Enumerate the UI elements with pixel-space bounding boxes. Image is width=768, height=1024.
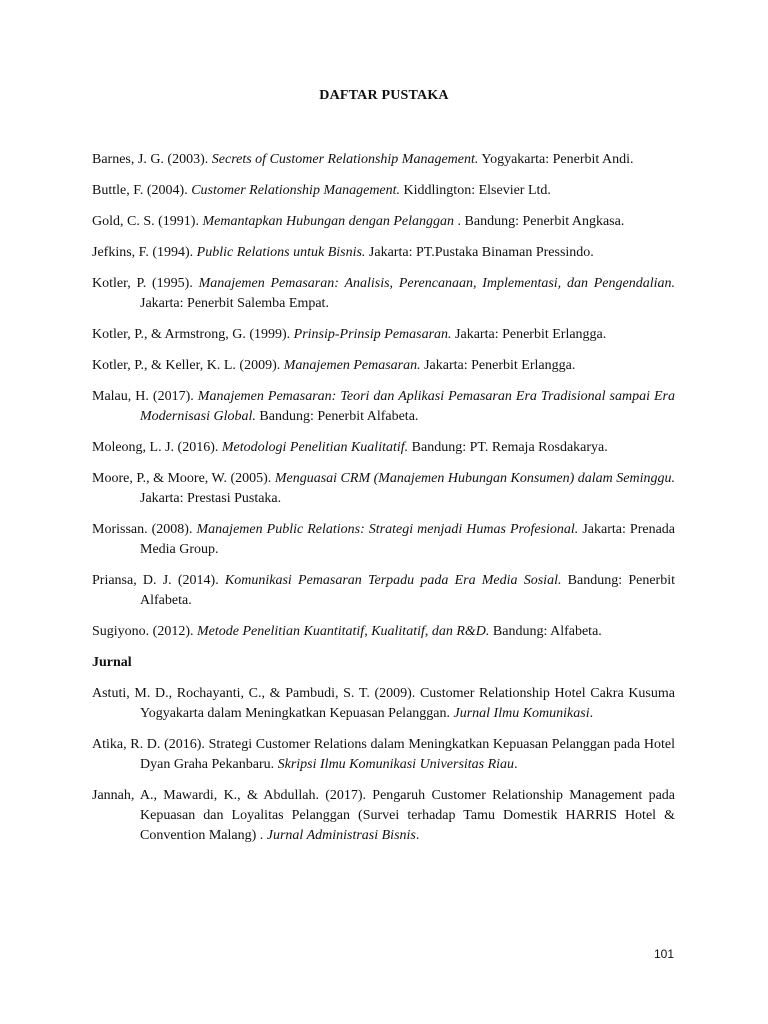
reference-list <box>92 150 675 857</box>
reference-entry: Malau, H. (2017). Manajemen Pemasaran: Teori dan Aplikasi Pemasaran Era Tradisional sampai Era Modernisasi Global. Bandung: Penerbit Alfabeta. <box>92 389 675 424</box>
page-number: 101 <box>653 947 674 961</box>
section-heading-jurnal: Jurnal <box>92 655 132 670</box>
reference-entry: Gold, C. S. (1991). Memantapkan Hubungan dengan Pelanggan . Bandung: Penerbit Angkasa. <box>92 214 625 229</box>
reference-entry: Priansa, D. J. (2014). Komunikasi Pemasaran Terpadu pada Era Media Sosial. Bandung: Penerbit Alfabeta. <box>92 573 675 608</box>
reference-entry: Kotler, P. (1995). Manajemen Pemasaran: Analisis, Perencanaan, Implementasi, dan Pengendalian. Jakarta: Penerbit Salemba Empat. <box>92 276 675 311</box>
reference-entry: Jefkins, F. (1994). Public Relations untuk Bisnis. Jakarta: PT.Pustaka Binaman Pressindo. <box>92 245 594 260</box>
reference-entry: Kotler, P., & Keller, K. L. (2009). Manajemen Pemasaran. Jakarta: Penerbit Erlangga. <box>92 358 576 373</box>
reference-entry: Barnes, J. G. (2003). Secrets of Customer Relationship Management. Yogyakarta: Penerbit Andi. <box>92 152 634 167</box>
reference-entry: Kotler, P., & Armstrong, G. (1999). Prinsip-Prinsip Pemasaran. Jakarta: Penerbit Erlangga. <box>92 327 607 342</box>
journal-entry: Jannah, A., Mawardi, K., & Abdullah. (2017). Pengaruh Customer Relationship Management pada Kepuasan dan Loyalitas Pelanggan (Survei terhadap Tamu Domestik HARRIS Hotel & Convention Malang) . Jurnal Administrasi Bisnis. <box>92 788 675 843</box>
reference-entry: Morissan. (2008). Manajemen Public Relations: Strategi menjadi Humas Profesional. Jakarta: Prenada Media Group. <box>92 522 675 557</box>
reference-entry: Moleong, L. J. (2016). Metodologi Penelitian Kualitatif. Bandung: PT. Remaja Rosdakarya. <box>92 440 608 455</box>
journal-entry: Astuti, M. D., Rochayanti, C., & Pambudi, S. T. (2009). Customer Relationship Hotel Cakra Kusuma Yogyakarta dalam Meningkatkan Kepuasan Pelanggan. Jurnal Ilmu Komunikasi. <box>92 686 675 721</box>
page-title: DAFTAR PUSTAKA <box>319 88 449 103</box>
journal-entry: Atika, R. D. (2016). Strategi Customer Relations dalam Meningkatkan Kepuasan Pelanggan pada Hotel Dyan Graha Pekanbaru. Skripsi Ilmu Komunikasi Universitas Riau. <box>92 737 675 772</box>
reference-entry: Sugiyono. (2012). Metode Penelitian Kuantitatif, Kualitatif, dan R&D. Bandung: Alfabeta. <box>92 624 602 639</box>
reference-entry: Buttle, F. (2004). Customer Relationship Management. Kiddlington: Elsevier Ltd. <box>92 183 551 198</box>
reference-entry: Moore, P., & Moore, W. (2005). Menguasai CRM (Manajemen Hubungan Konsumen) dalam Seminggu. Jakarta: Prestasi Pustaka. <box>92 471 675 506</box>
